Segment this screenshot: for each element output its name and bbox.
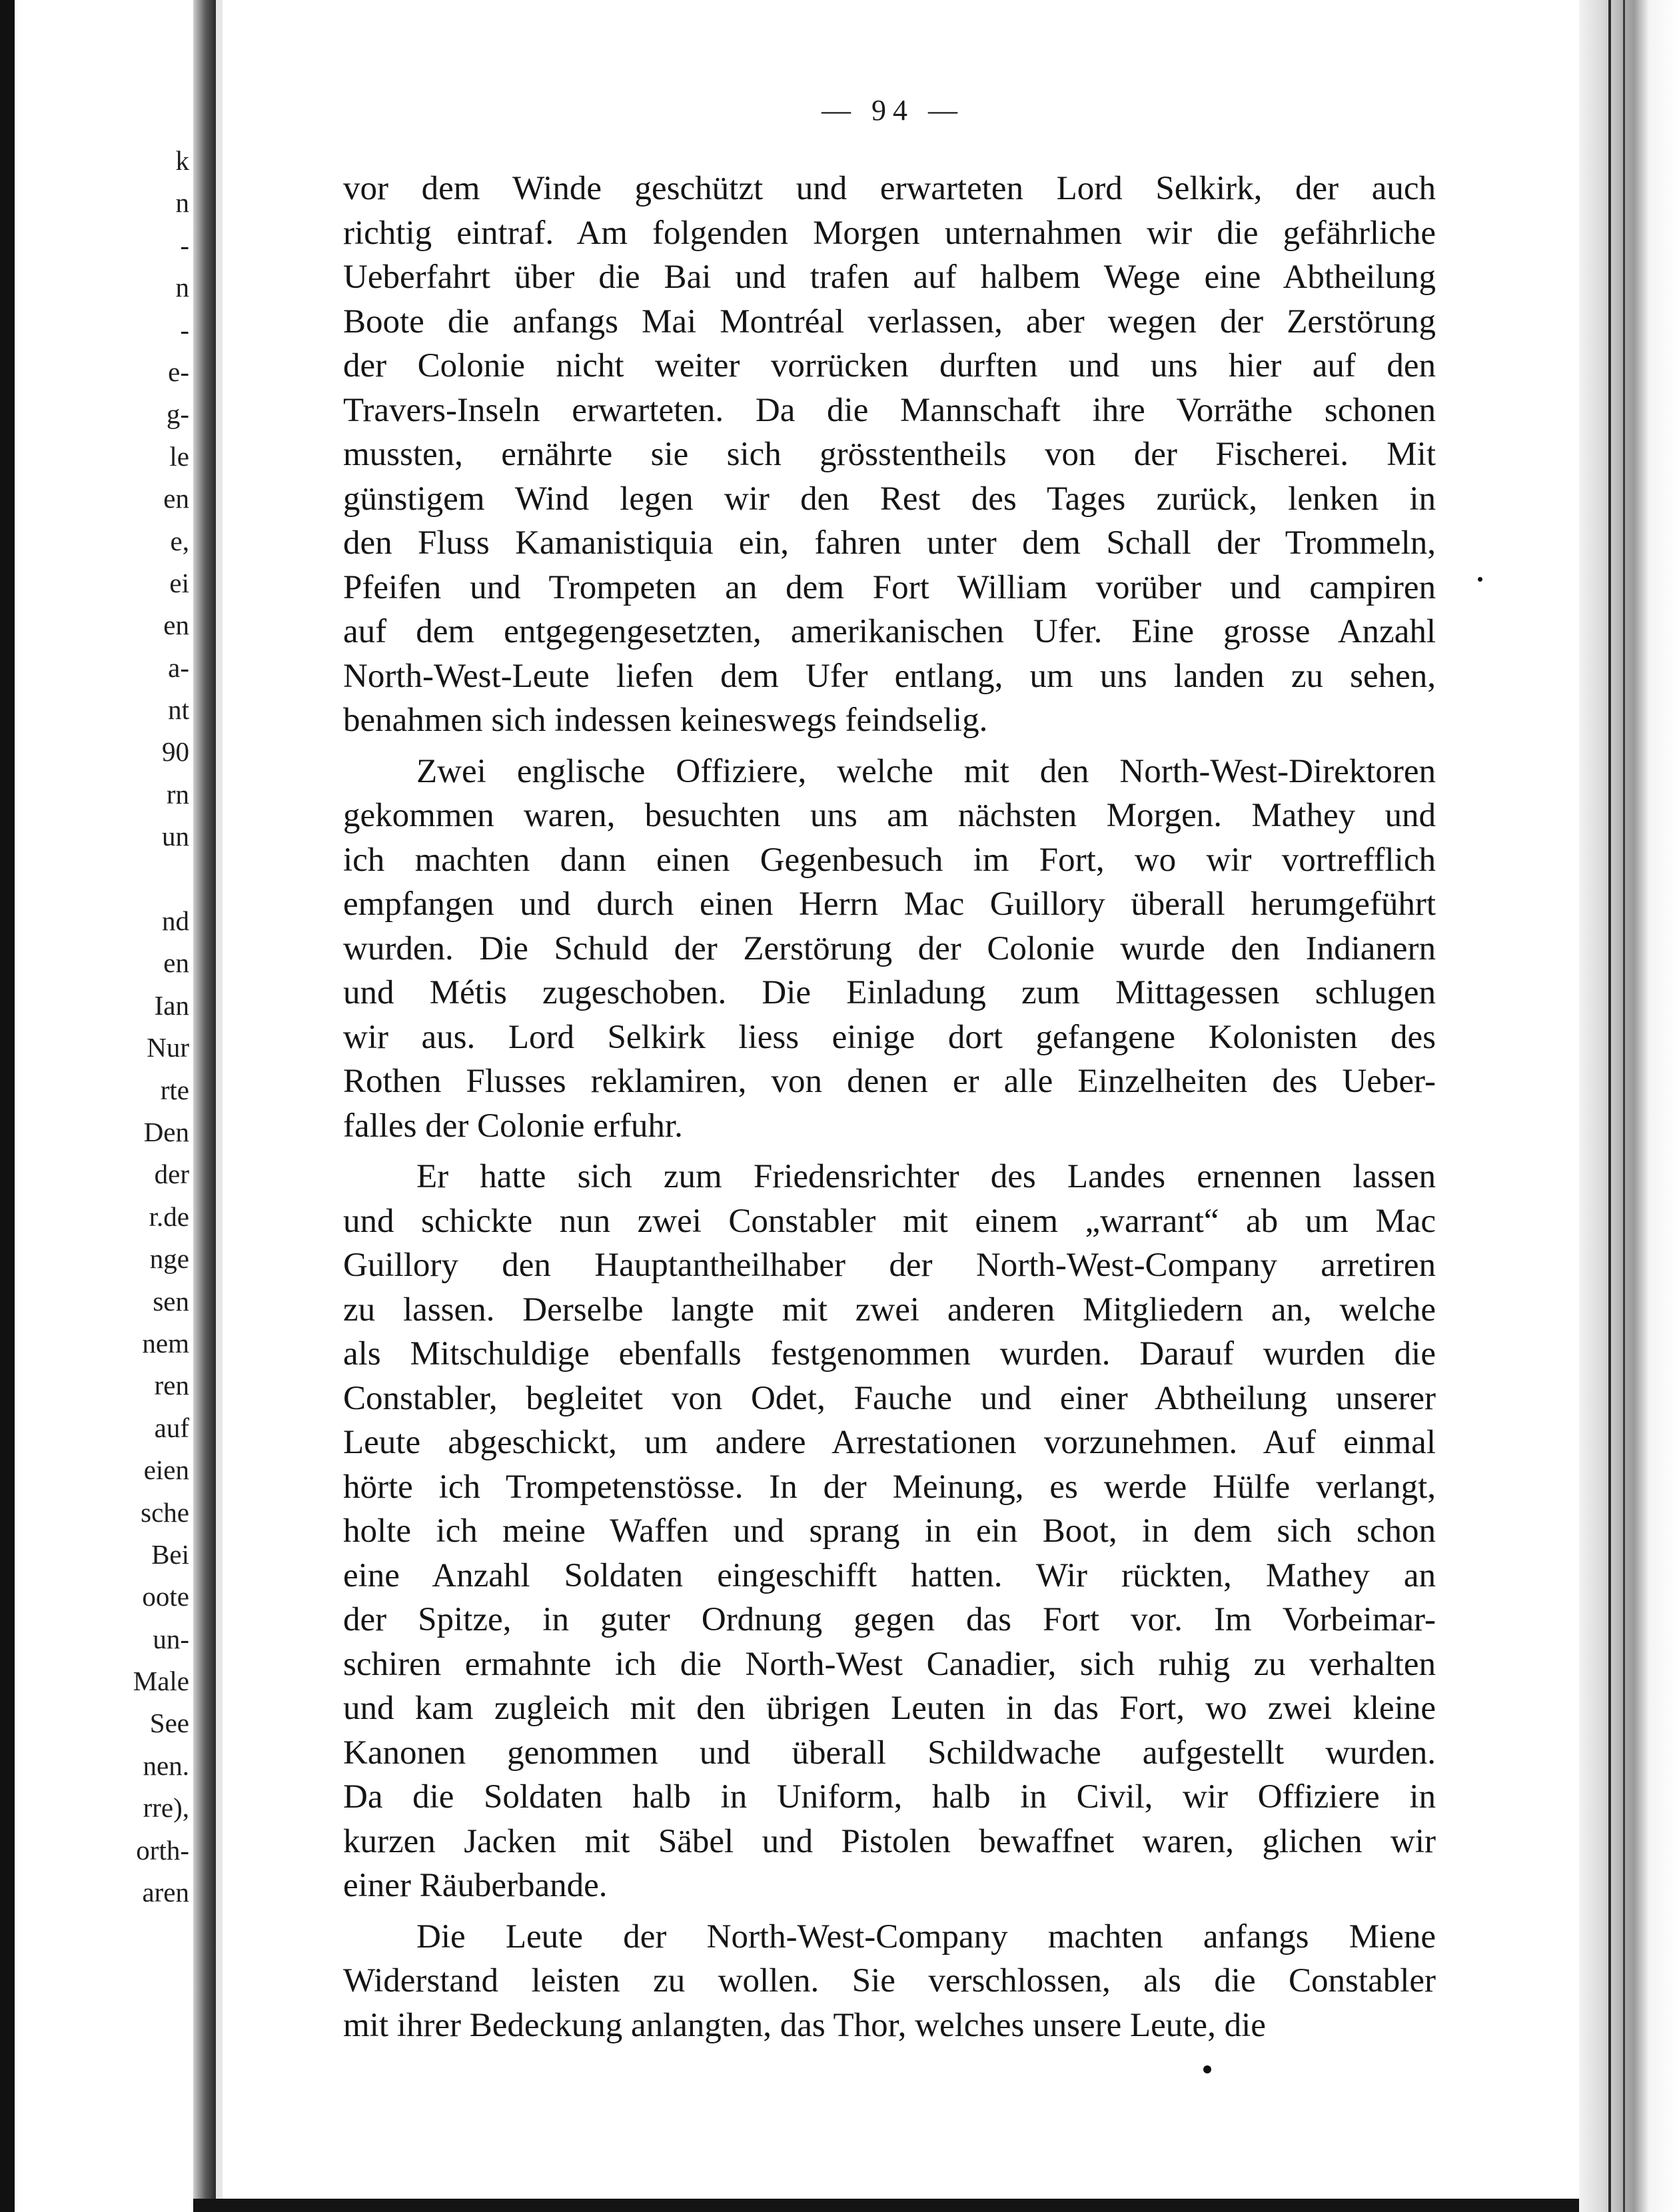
previous-page-line-fragment: aren xyxy=(142,1877,189,1908)
text-line: Ueberfahrt über die Bai und trafen auf halbem Wege eine Abtheilung xyxy=(343,259,1436,296)
previous-page-line-fragment: un- xyxy=(153,1623,189,1654)
text-line: hörte ich Trompetenstösse. In der Meinung, es werde Hülfe verlangt, xyxy=(343,1468,1436,1506)
previous-page-line-fragment: n xyxy=(175,272,189,303)
text-line: Da die Soldaten halb in Uniform, halb in Civil, wir Offiziere in xyxy=(343,1778,1436,1816)
text-line: mit ihrer Bedeckung anlangten, das Thor, welches unsere Leute, die xyxy=(343,2006,1266,2044)
text-line: Widerstand leisten zu wollen. Sie verschlossen, als die Constabler xyxy=(343,1962,1436,1999)
previous-page-fragment xyxy=(0,140,189,2005)
text-line: auf dem entgegengesetzten, amerikanischen Ufer. Eine grosse Anzahl xyxy=(343,613,1436,650)
text-line: wir aus. Lord Selkirk liess einige dort gefangene Kolonisten des xyxy=(343,1018,1436,1056)
page-edge-line xyxy=(1608,0,1611,2212)
previous-page-line-fragment: See xyxy=(149,1708,189,1739)
text-line: günstigem Wind legen wir den Rest des Tages zurück, lenken in xyxy=(343,480,1436,518)
previous-page-line-fragment: Male xyxy=(133,1666,189,1697)
previous-page-line-fragment: le xyxy=(169,440,189,472)
text-line: Pfeifen und Trompeten an dem Fort William vorüber und campiren xyxy=(343,568,1436,606)
text-line: Die Leute der North-West-Company machten anfangs Miene xyxy=(416,1918,1436,1955)
text-line: ich machten dann einen Gegenbesuch im Fort, wo wir vortrefflich xyxy=(343,841,1436,879)
previous-page-line-fragment: 90 xyxy=(162,736,189,768)
text-line: Guillory den Hauptantheilhaber der North-West-Company arretiren xyxy=(343,1247,1436,1284)
previous-page-line-fragment: Ian xyxy=(154,989,189,1021)
scan-border-bottom xyxy=(193,2199,1579,2212)
previous-page-line-fragment: r.de xyxy=(149,1201,189,1232)
text-line: und Métis zugeschoben. Die Einladung zum Mittagessen schlugen xyxy=(343,974,1436,1011)
page-stack-edge xyxy=(1579,0,1679,2212)
text-line: empfangen und durch einen Herrn Mac Guillory überall herumgeführt xyxy=(343,885,1436,923)
previous-page-line-fragment: nd xyxy=(162,905,189,937)
text-line: mussten, ernährte sie sich grösstentheils von der Fischerei. Mit xyxy=(343,436,1436,473)
previous-page-line-fragment: nt xyxy=(168,694,189,726)
previous-page-line-fragment: oote xyxy=(142,1581,189,1612)
text-line: North-West-Leute liefen dem Ufer entlang, um uns landen zu sehen, xyxy=(343,657,1436,695)
previous-page-line-fragment: e- xyxy=(168,356,189,387)
page-edge-line xyxy=(1623,0,1625,2212)
ink-speck xyxy=(1478,577,1482,582)
previous-page-line-fragment: g- xyxy=(166,398,189,430)
previous-page-line-fragment: ren xyxy=(154,1370,189,1401)
text-line: Leute abgeschickt, um andere Arrestationen vorzunehmen. Auf einmal xyxy=(343,1424,1436,1461)
previous-page-line-fragment: nem xyxy=(142,1327,189,1359)
text-line: eine Anzahl Soldaten eingeschifft hatten. Wir rückten, Mathey an xyxy=(343,1556,1436,1594)
paragraph xyxy=(343,167,1436,743)
previous-page-line-fragment xyxy=(0,858,189,900)
text-line: der Spitze, in guter Ordnung gegen das Fort vor. Im Vorbeimar- xyxy=(343,1601,1436,1638)
text-line: und kam zugleich mit den übrigen Leuten in das Fort, wo zwei kleine xyxy=(343,1690,1436,1727)
text-line: Constabler, begleitet von Odet, Fauche und einer Abtheilung unserer xyxy=(343,1379,1436,1417)
text-line: einer Räuberbande. xyxy=(343,1867,608,1904)
previous-page-line-fragment: k xyxy=(175,145,189,176)
previous-page-line-fragment: un xyxy=(162,821,189,852)
previous-page-line-fragment: ei xyxy=(169,567,189,598)
previous-page-line-fragment: Den xyxy=(143,1116,189,1147)
text-line: holte ich meine Waffen und sprang in ein Boot, in dem sich schon xyxy=(343,1512,1436,1550)
text-line: benahmen sich indessen keineswegs feindselig. xyxy=(343,702,988,739)
text-line: richtig eintraf. Am folgenden Morgen unternahmen wir die gefährliche xyxy=(343,214,1436,252)
page-number: — 94 — xyxy=(822,94,964,127)
previous-page-line-fragment: nge xyxy=(149,1243,189,1275)
page-inner-edge xyxy=(216,0,223,2212)
text-line: Zwei englische Offiziere, welche mit den North-West-Direktoren xyxy=(416,752,1436,790)
paragraph xyxy=(343,1915,1436,2048)
previous-page-line-fragment: en xyxy=(163,947,189,979)
page-body-text xyxy=(343,167,1436,2047)
text-line: Er hatte sich zum Friedensrichter des Landes ernennen lassen xyxy=(416,1158,1436,1195)
ink-speck xyxy=(1203,2065,1211,2073)
text-line: der Colonie nicht weiter vorrücken durften und uns hier auf den xyxy=(343,347,1436,384)
text-line: als Mitschuldige ebenfalls festgenommen wurden. Darauf wurden die xyxy=(343,1335,1436,1373)
text-line: den Fluss Kamanistiquia ein, fahren unter dem Schall der Trommeln, xyxy=(343,524,1436,562)
previous-page-line-fragment: nen. xyxy=(143,1750,189,1781)
previous-page-line-fragment: Bei xyxy=(151,1538,189,1570)
previous-page-line-fragment: n xyxy=(175,187,189,219)
text-line: Rothen Flusses reklamiren, von denen er alle Einzelheiten des Ueber- xyxy=(343,1063,1436,1100)
previous-page-line-fragment: auf xyxy=(154,1412,189,1443)
text-line: vor dem Winde geschützt und erwarteten Lord Selkirk, der auch xyxy=(343,170,1436,207)
previous-page-line-fragment: rte xyxy=(160,1074,189,1105)
previous-page-line-fragment: rre), xyxy=(143,1792,189,1824)
text-line: wurden. Die Schuld der Zerstörung der Colonie wurde den Indianern xyxy=(343,929,1436,967)
text-line: gekommen waren, besuchten uns am nächsten Morgen. Mathey und xyxy=(343,797,1436,834)
previous-page-line-fragment: orth- xyxy=(136,1834,189,1866)
previous-page-line-fragment: - xyxy=(180,229,189,261)
text-line: Boote die anfangs Mai Montréal verlassen, aber wegen der Zerstörung xyxy=(343,302,1436,340)
text-line: kurzen Jacken mit Säbel und Pistolen bewaffnet waren, glichen wir xyxy=(343,1822,1436,1860)
previous-page-line-fragment: en xyxy=(163,610,189,641)
previous-page-line-fragment: a- xyxy=(168,652,189,683)
previous-page-line-fragment: der xyxy=(154,1159,189,1190)
text-line: falles der Colonie erfuhr. xyxy=(343,1107,683,1145)
paragraph xyxy=(343,750,1436,1149)
previous-page-line-fragment: sche xyxy=(141,1496,189,1528)
text-line: und schickte nun zwei Constabler mit einem „warrant“ ab um Mac xyxy=(343,1202,1436,1240)
text-line: Travers-Inseln erwarteten. Da die Mannschaft ihre Vorräthe schonen xyxy=(343,391,1436,429)
text-line: Kanonen genommen und überall Schildwache aufgestellt wurden. xyxy=(343,1734,1436,1772)
previous-page-line-fragment: e, xyxy=(170,525,189,556)
previous-page-line-fragment: - xyxy=(180,314,189,345)
text-line: schiren ermahnte ich die North-West Canadier, sich ruhig zu verhalten xyxy=(343,1645,1436,1683)
previous-page-line-fragment: sen xyxy=(153,1285,189,1317)
previous-page-line-fragment: eien xyxy=(143,1454,189,1486)
previous-page-line-fragment: en xyxy=(163,483,189,514)
text-line: zu lassen. Derselbe langte mit zwei anderen Mitgliedern an, welche xyxy=(343,1291,1436,1329)
previous-page-line-fragment: Nur xyxy=(147,1032,189,1063)
book-gutter-shadow xyxy=(193,0,216,2212)
previous-page-line-fragment: rn xyxy=(166,778,189,810)
paragraph xyxy=(343,1155,1436,1908)
